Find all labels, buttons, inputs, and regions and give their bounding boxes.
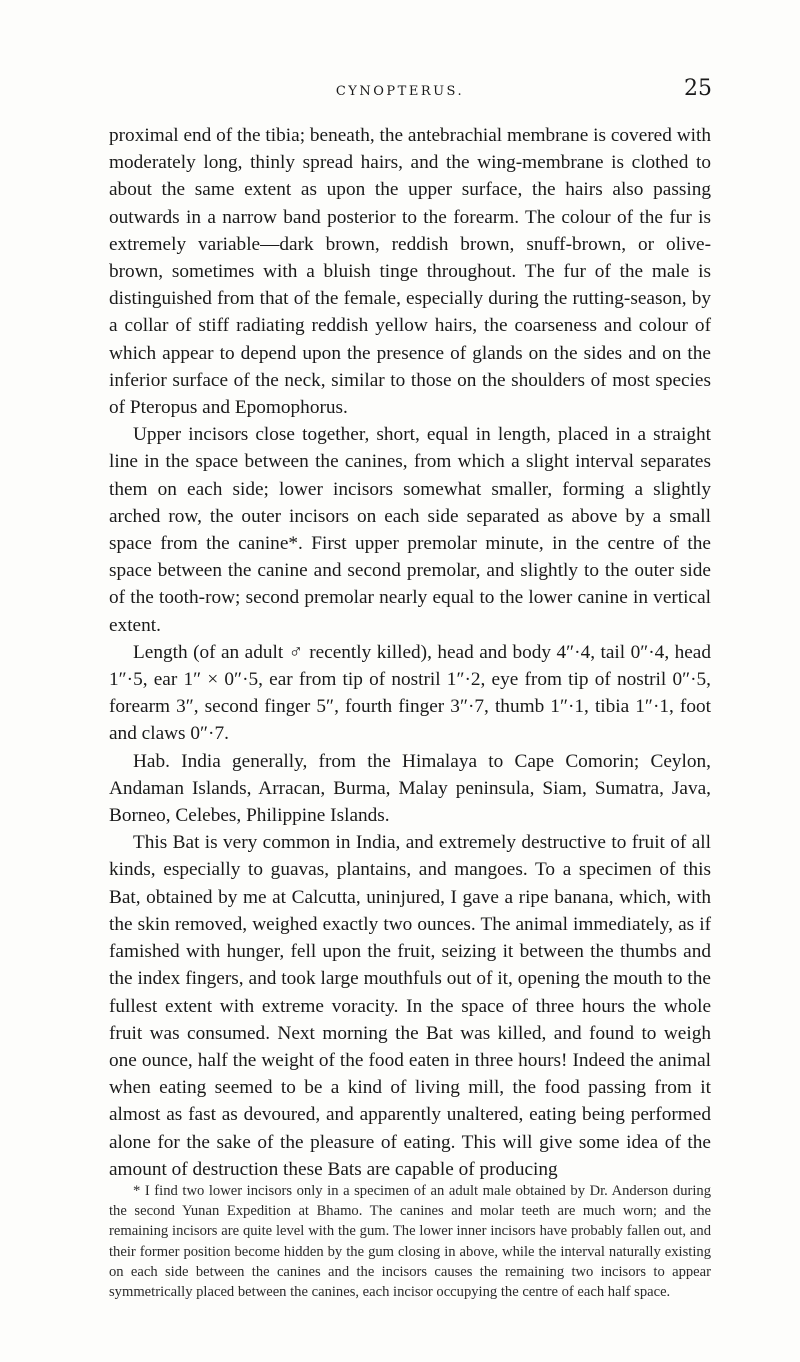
paragraph-habits: This Bat is very common in India, and extremely destructive to fruit of all kinds, especially to guavas, plantains, and mangoes. To a specimen of this Bat, obtained by me at Calcutta, uninjured, I gave a ripe banana, which, with the skin removed, weighed exactly two ounces. The animal immediately, as if famished with hunger, fell upon the fruit, seizing it between the thumbs and the index fingers, and took large mouthfuls out of it, opening the mouth to the fullest extent with extreme voracity. In the space of three hours the whole fruit was consumed. Next morning the Bat was killed, and found to weigh one ounce, half the weight of the food eaten in three hours! Indeed the animal when eating seemed to be a kind of living mill, the food passing from it almost as fast as devoured, and apparently unaltered, eating being performed alone for the sake of the pleasure of eating. This will give some idea of the amount of destruction these Bats are capable of producing	[109, 832, 711, 1180]
footnote-text: * I find two lower incisors only in a specimen of an adult male obtained by Dr. Anderson during the second Yunan Expedition at Bhamo. The canines and molar teeth are much worn; and the remaining incisors are quite level with the gum. The lower inner incisors have probably fallen out, and their former position become hidden by the gum closing in above, while the interval naturally existing on each side between the canines and the incisors causes the remaining two incisors to appear symmetrically placed between the canines, each incisor occupying the centre of each half space.	[109, 1183, 711, 1301]
running-head	[90, 76, 710, 106]
body-text	[109, 122, 711, 1183]
paragraph-fur-description: proximal end of the tibia; beneath, the antebrachial membrane is covered with moderately long, thinly spread hairs, and the wing-membrane is clothed to about the same extent as upon the upper surface, the hairs also passing outwards in a narrow band posterior to the forearm. The colour of the fur is extremely variable—dark brown, reddish brown, snuff-brown, or olive-brown, sometimes with a bluish tinge throughout. The fur of the male is distinguished from that of the female, especially during the rutting-season, by a collar of stiff radiating reddish yellow hairs, the coarseness and colour of which appear to depend upon the presence of glands on the sides and on the inferior surface of the neck, similar to those on the shoulders of most species of Pteropus and Epomophorus.	[109, 125, 711, 419]
page-number: 25	[684, 76, 712, 101]
paragraph-habitat: Hab. India generally, from the Himalaya to Cape Comorin; Ceylon, Andaman Islands, Arracan, Burma, Malay peninsula, Siam, Sumatra, Java, Borneo, Celebes, Philippine Islands.	[109, 750, 711, 827]
paragraph-measurements: Length (of an adult ♂ recently killed), head and body 4″·4, tail 0″·4, head 1″·5, ear 1″ × 0″·5, ear from tip of nostril 1″·2, eye from tip of nostril 0″·5, forearm 3″, second finger 5″, fourth finger 3″·7, thumb 1″·1, tibia 1″·1, foot and claws 0″·7.	[109, 641, 711, 745]
paragraph-dentition: Upper incisors close together, short, equal in length, placed in a straight line in the space between the canines, from which a slight interval separates them on each side; lower incisors somewhat smaller, forming a slightly arched row, the outer incisors on each side separated as above by a small space from the canine*. First upper premolar minute, in the centre of the space between the canine and second premolar, and slightly to the outer side of the tooth-row; second premolar nearly equal to the lower canine in vertical extent.	[109, 424, 711, 636]
running-title: CYNOPTERUS.	[335, 84, 465, 99]
footnote	[109, 1181, 711, 1302]
